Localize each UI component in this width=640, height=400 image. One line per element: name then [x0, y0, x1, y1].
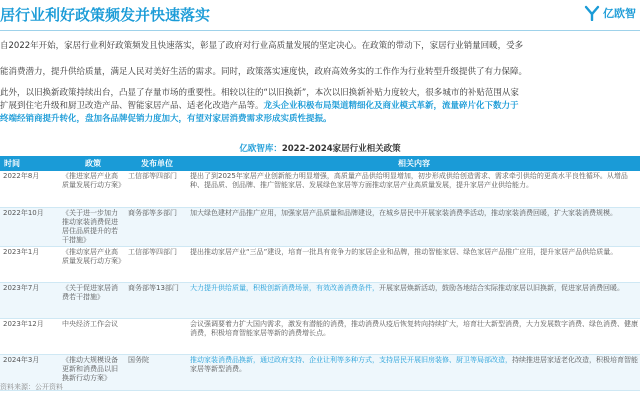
row-content: 提出了到2025年家居产业创新能力明显增强，高质量产品供给明显增加，初步形成供给创造需求、需求牵引供给的更高水平良性循环。从增品种、提品质、创品牌、推广智能家居、发展绿色家居等方面推动家居产业高质量发展，提升家居产业供给能力。: [188, 171, 640, 207]
row-unit: 商务部等多部门: [126, 207, 188, 246]
row-policy: 中央经济工作会议: [60, 318, 126, 354]
row-content: 推动家装消费品换新，通过政府支持、企业让利等多种方式，支持居民开展旧房装修、厨卫等局部改造，持续推进居家适老化改造，积极培育智能家居等新型消费。: [188, 354, 640, 390]
header-time: 时间: [4, 159, 20, 168]
table-row: [0, 354, 640, 390]
table-row: [0, 207, 640, 246]
table-row: [0, 246, 640, 282]
logo-mark-icon: [584, 5, 600, 21]
paragraph-2: 能消费潜力，提升供给质量，满足人民对美好生活的需求。同时，政策落实速度快，政府高效务实的工作作为行业转型升级提供了有力保障。: [0, 67, 528, 77]
row-content: 加大绿色建材产品推广应用，加强家居产品质量和品牌建设，在城乡居民中开展家装消费季活动，推动家装消费回暖，扩大家装消费规模。: [188, 207, 640, 246]
header-content: 相关内容: [398, 159, 430, 168]
logo-text: 亿欧智: [603, 7, 636, 20]
policy-table: [0, 156, 640, 391]
row-time: 2023年7月: [0, 282, 60, 318]
row-time: 2022年10月: [0, 207, 60, 246]
table-row: [0, 318, 640, 354]
row-policy: 《关于促进家居消费若干措施》: [60, 282, 126, 318]
row-content: 会议强调要着力扩大国内需求，激发有潜能的消费，推动消费从疫后恢复转向持续扩大，培育壮大新型消费，大力发展数字消费、绿色消费、健康消费，积极培育智能家居等新的消费增长点。: [188, 318, 640, 354]
row-policy: 《推动家居产业高质量发展行动方案》: [60, 246, 126, 282]
row-unit: 工信部等四部门: [126, 171, 188, 207]
table-title: 亿欧智库：2022-2024家居行业相关政策: [239, 144, 401, 154]
paragraph-4: 扩展到住宅升级和厨卫改造产品、智能家居产品、适老化改造产品等。龙头企业积极布局渠道精细化及商业模式革新，流量碎片化下数力于: [0, 101, 519, 111]
table-header-row: [0, 156, 640, 171]
row-time: 2023年1月: [0, 246, 60, 282]
header-unit: 发布单位: [141, 159, 173, 168]
brand-logo: [584, 5, 636, 21]
row-time: 2024年3月: [0, 354, 60, 390]
row-unit: 商务部等13部门: [126, 282, 188, 318]
header-policy: 政策: [85, 159, 101, 168]
row-policy: 《关于进一步加力推动家装消费促进居住品质提升的若干措施》: [60, 207, 126, 246]
row-unit: [126, 318, 188, 354]
page-title: 居行业利好政策频发并快速落实: [0, 6, 211, 24]
row-time: 2023年12月: [0, 318, 60, 354]
row-unit: 国务院: [126, 354, 188, 390]
table-row: [0, 282, 640, 318]
paragraph-3: 此外，以旧换新政策持续出台，凸显了存量市场的重要性。相较以往的“以旧换新”，本次以旧换新补贴力度较大，很多城市的补贴范围从家: [0, 88, 519, 98]
title-divider: [0, 30, 640, 31]
row-policy: 《推动大规模设备更新和消费品以旧换新行动方案》: [60, 354, 126, 390]
row-time: 2022年8月: [0, 171, 60, 207]
source-note: 资料来源：公开资料: [0, 383, 63, 391]
paragraph-5: 终端经销商提升转化，盘加各品牌促销力度加大，有望对家居消费需求形成实质性提振。: [0, 114, 332, 124]
row-unit: 工信部等四部门: [126, 246, 188, 282]
row-policy: 《推进家居产业高质量发展行动方案》: [60, 171, 126, 207]
row-content: 提出推动家居产业“三品”建设，培育一批具有竞争力的家居企业和品牌，推动智能家居、绿色家居产品推广应用，提升家居产品供给质量。: [188, 246, 640, 282]
table-row: [0, 171, 640, 207]
row-content: 大力提升供给质量，积极创新消费场景，有效改善消费条件，开展家居焕新活动，鼓励各地结合实际推动家居以旧换新，促进家居消费回暖。: [188, 282, 640, 318]
paragraph-1: 自2022年开始，家居行业利好政策频发且快速落实，彰显了政府对行业高质量发展的坚定决心。在政策的带动下，家居行业销量回暖，受多: [0, 41, 524, 51]
